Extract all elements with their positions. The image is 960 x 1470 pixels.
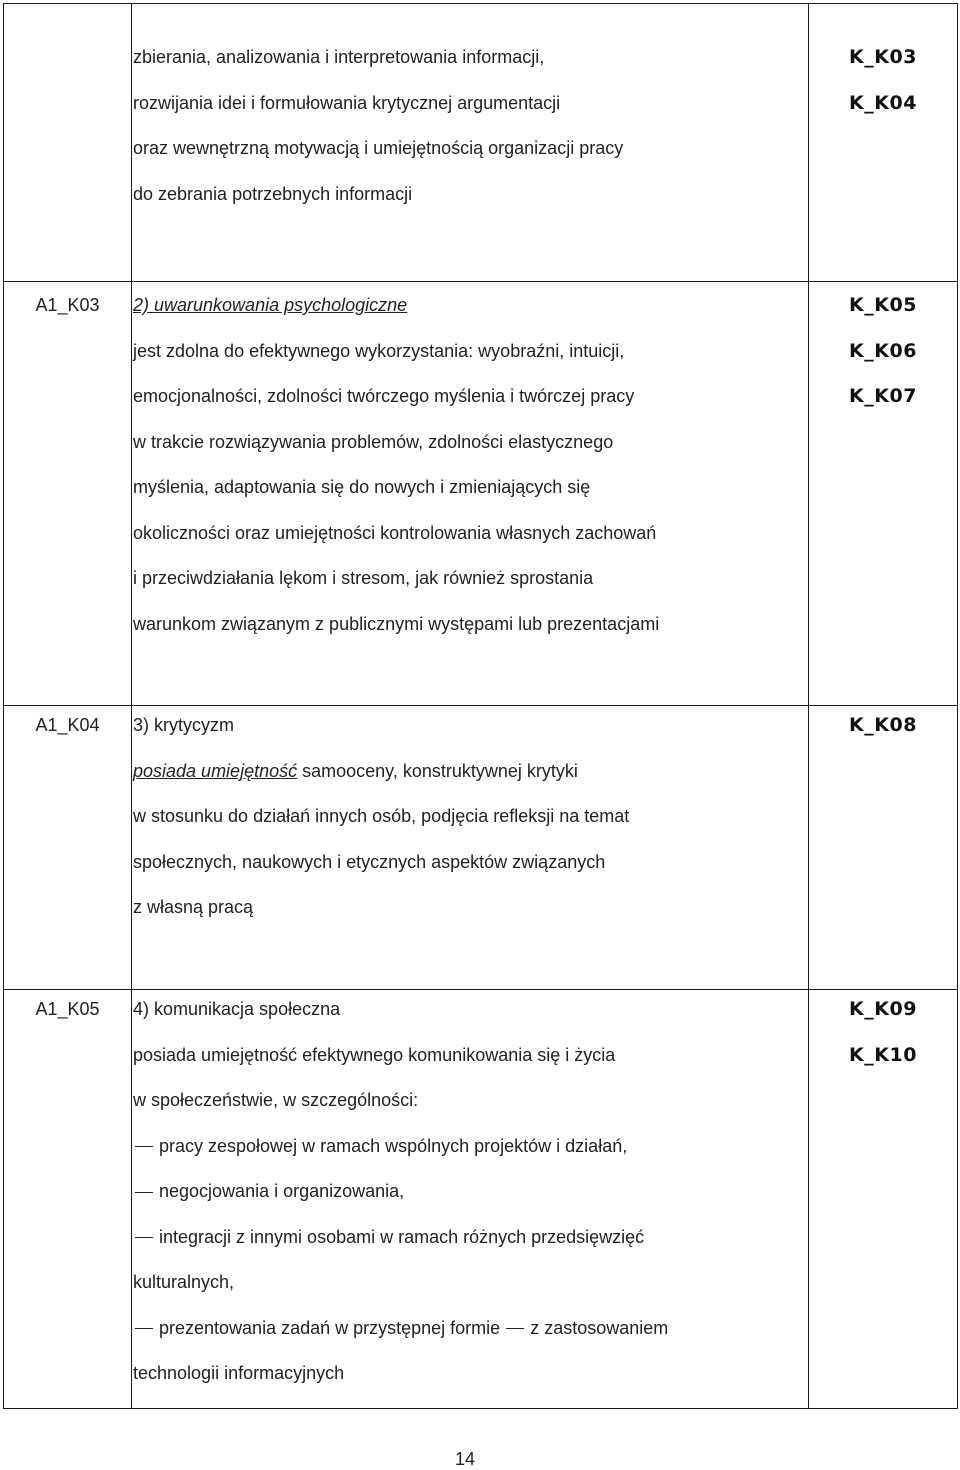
learning-outcomes-table (3, 3, 958, 1409)
reference-cell (809, 706, 958, 990)
outcome-code: A1_K03 (35, 295, 100, 315)
reference-cell (809, 282, 958, 706)
table-row (4, 282, 958, 706)
description-line: warunkom związanym z publicznymi występami lub prezentacjami (133, 613, 660, 634)
code-cell (4, 4, 132, 282)
description-cell (132, 990, 809, 1409)
section-heading: 2) uwarunkowania psychologiczne (133, 295, 408, 315)
description-line: i przeciwdziałania lękom i stresom, jak również sprostania (133, 568, 594, 588)
table-row (4, 706, 958, 990)
code-cell (4, 990, 132, 1409)
dash-mark (135, 1328, 153, 1329)
description-line: w społeczeństwie, w szczególności: (133, 1090, 419, 1110)
description-line: do zebrania potrzebnych informacji (133, 183, 413, 204)
description-line: zbierania, analizowania i interpretowania informacji, (133, 47, 545, 67)
reference-code: K_K03 (849, 46, 917, 68)
dash-item: negocjowania i organizowania, (133, 1180, 808, 1226)
outcome-code: A1_K05 (35, 999, 100, 1019)
reference-code: K_K08 (849, 714, 917, 736)
code-cell (4, 706, 132, 990)
dash-mark (135, 1237, 153, 1238)
description-line (133, 760, 808, 806)
dash-mark (135, 1146, 153, 1147)
description-line: społecznych, naukowych i etycznych aspektów związanych (133, 851, 606, 872)
description-line: okoliczności oraz umiejętności kontrolowania własnych zachowań (133, 522, 657, 543)
description-line: myślenia, adaptowania się do nowych i zmieniających się (133, 477, 591, 497)
dash-item: prezentowania zadań w przystępnej formie z zastosowaniem (133, 1317, 808, 1363)
description-line: w stosunku do działań innych osób, podjęcia refleksji na temat (133, 806, 630, 826)
description-line: rozwijania idei i formułowania krytycznej argumentacji (133, 92, 561, 113)
dash-mark (135, 1192, 153, 1193)
description-line: w trakcie rozwiązywania problemów, zdolności elastycznego (133, 431, 614, 452)
reference-code: K_K10 (849, 1043, 917, 1066)
reference-code: K_K05 (849, 294, 917, 316)
description-line: posiada umiejętność efektywnego komunikowania się i życia (133, 1044, 616, 1065)
dash-mark (506, 1328, 524, 1329)
reference-code: K_K09 (849, 998, 917, 1020)
code-cell (4, 282, 132, 706)
reference-code: K_K04 (849, 91, 917, 114)
description-cell (132, 706, 809, 990)
description-cell (132, 4, 809, 282)
reference-cell (809, 990, 958, 1409)
reference-code: K_K07 (849, 385, 917, 407)
section-heading: 4) komunikacja społeczna (133, 999, 341, 1019)
reference-code: K_K06 (849, 339, 917, 362)
description-cell (132, 282, 809, 706)
outcome-code: A1_K04 (35, 715, 100, 735)
description-line: technologii informacyjnych (133, 1363, 345, 1383)
table-row (4, 4, 958, 282)
description-text: samooceny, konstruktywnej krytyki (297, 760, 578, 781)
description-line: oraz wewnętrzną motywacją i umiejętnością organizacji pracy (133, 138, 624, 158)
table-row (4, 990, 958, 1409)
emphasis-text: posiada umiejętność (133, 760, 298, 781)
description-line: z własną pracą (133, 897, 254, 917)
description-line: kulturalnych, (133, 1272, 235, 1292)
dash-item: integracji z innymi osobami w ramach różnych przedsięwzięć (133, 1226, 808, 1272)
description-line: jest zdolna do efektywnego wykorzystania: wyobraźni, intuicji, (133, 340, 625, 361)
section-heading: 3) krytycyzm (133, 715, 234, 735)
reference-cell (809, 4, 958, 282)
dash-item: pracy zespołowej w ramach wspólnych projektów i działań, (133, 1135, 808, 1181)
page-number: 14 (454, 1449, 476, 1469)
description-line: emocjonalności, zdolności twórczego myślenia i twórczej pracy (133, 386, 635, 406)
